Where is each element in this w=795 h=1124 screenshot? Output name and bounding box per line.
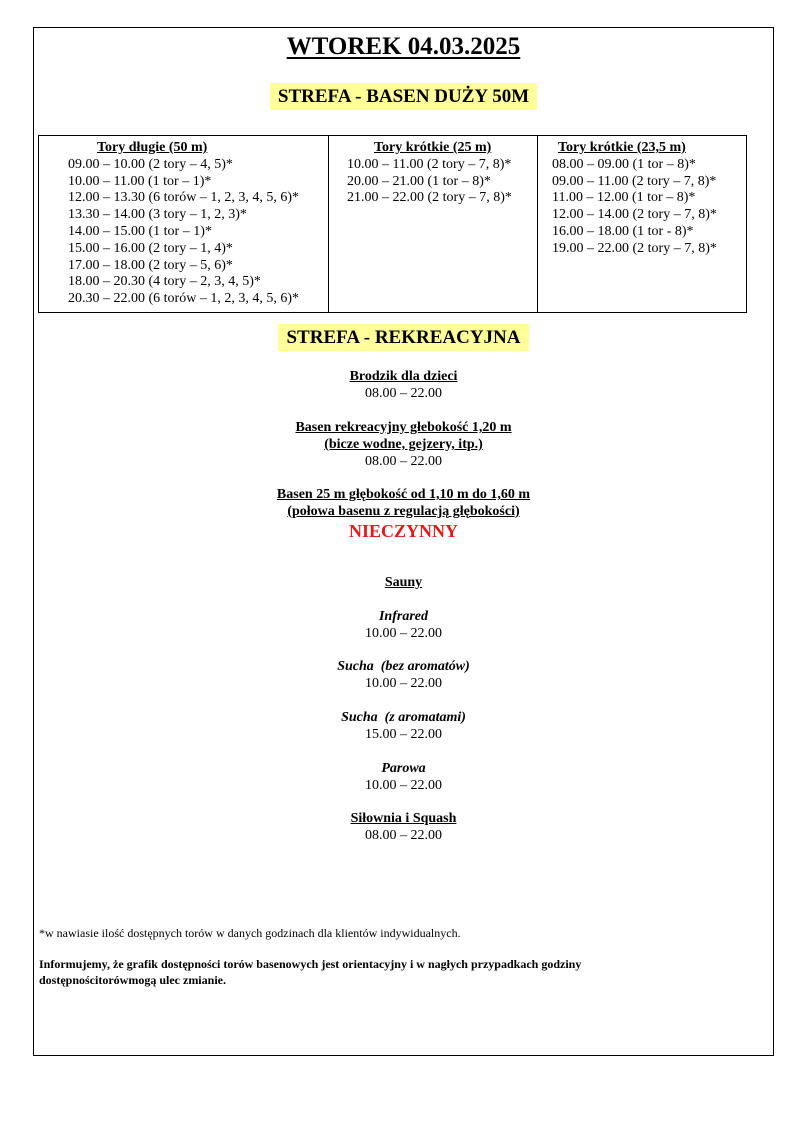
lane-row: 16.00 – 18.00 (1 tor - 8)*	[552, 223, 694, 239]
zone-recreation-title: STREFA - REKREACYJNA	[278, 324, 528, 351]
page-title: WTOREK 04.03.2025	[286, 33, 521, 60]
sauna-dry-aroma-block	[34, 710, 773, 744]
pool-25-status: NIECZYNNY	[348, 520, 458, 541]
lane-row: 17.00 – 18.00 (2 tory – 5, 6)*	[68, 257, 233, 273]
lane-row: 20.00 – 21.00 (1 tor – 8)*	[347, 173, 491, 189]
lanes-column-heading: Tory krótkie (25 m)	[374, 140, 492, 155]
rec-pool-name: Basen rekreacyjny głebokość 1,20 m	[295, 420, 512, 435]
zone-pool-title: STREFA - BASEN DUŻY 50M	[270, 83, 537, 110]
saunas-title: Sauny	[384, 575, 423, 590]
lanes-column-long	[39, 136, 328, 312]
gym-block	[34, 811, 773, 845]
sauna-dry-name: Sucha (bez aromatów)	[337, 659, 470, 674]
sauna-infrared-name: Infrared	[378, 609, 428, 624]
gym-hours: 08.00 – 22.00	[365, 827, 442, 843]
lane-row: 12.00 – 14.00 (2 tory – 7, 8)*	[552, 207, 717, 223]
sauna-dry-hours: 10.00 – 22.00	[365, 675, 442, 691]
footnote: *w nawiasie ilość dostępnych torów w danych godzinach dla klientów indywidualnych.	[39, 926, 461, 940]
lane-row: 18.00 – 20.30 (4 tory – 2, 3, 4, 5)*	[68, 274, 261, 290]
lanes-column-heading: Tory długie (50 m)	[97, 140, 208, 155]
lane-row: 08.00 – 09.00 (1 tor – 8)*	[552, 156, 696, 172]
lane-row: 09.00 – 11.00 (2 tory – 7, 8)*	[552, 173, 717, 189]
lane-row: 19.00 – 22.00 (2 tory – 7, 8)*	[552, 240, 717, 256]
sauna-steam-name: Parowa	[381, 761, 426, 776]
lane-row: 11.00 – 12.00 (1 tor – 8)*	[552, 190, 696, 206]
lane-row: 20.30 – 22.00 (6 torów – 1, 2, 3, 4, 5, 6)*	[68, 291, 299, 307]
lane-row: 12.00 – 13.30 (6 torów – 1, 2, 3, 4, 5, 6)*	[68, 190, 299, 206]
zone-recreation-heading	[34, 327, 773, 349]
kids-pool-block	[34, 369, 773, 403]
lanes-column-short-23-5	[537, 136, 746, 312]
disclaimer: Informujemy, że grafik dostępności torów basenowych jest orientacyjny i w nagłych przypadkach godziny dostępnościtorówmogą ulec zmianie.	[39, 957, 582, 987]
rec-pool-block	[34, 420, 773, 470]
lane-row: 10.00 – 11.00 (1 tor – 1)*	[68, 173, 212, 189]
lane-row: 21.00 – 22.00 (2 tory – 7, 8)*	[347, 190, 512, 206]
lane-row: 09.00 – 10.00 (2 tory – 4, 5)*	[68, 156, 233, 172]
lanes-column-short-25	[328, 136, 537, 312]
pool-25-name: Basen 25 m głębokość od 1,10 m do 1,60 m	[276, 487, 531, 502]
lanes-table	[38, 135, 747, 313]
pool-25-block	[34, 487, 773, 541]
sauna-dry-aroma-hours: 15.00 – 22.00	[365, 726, 442, 742]
lane-row: 13.30 – 14.00 (3 tory – 1, 2, 3)*	[68, 207, 247, 223]
rec-pool-hours: 08.00 – 22.00	[365, 453, 442, 469]
lanes-column-heading: Tory krótkie (23,5 m)	[558, 140, 686, 155]
pool-25-note: (połowa basenu z regulacją głębokości)	[287, 503, 520, 519]
sauna-dry-aroma-name: Sucha (z aromatami)	[341, 710, 466, 725]
rec-pool-features: (bicze wodne, gejzery, itp.)	[324, 436, 483, 452]
lane-row: 14.00 – 15.00 (1 tor – 1)*	[68, 223, 212, 239]
lane-row: 10.00 – 11.00 (2 tory – 7, 8)*	[347, 156, 512, 172]
sauna-steam-block	[34, 761, 773, 795]
kids-pool-name: Brodzik dla dzieci	[349, 369, 458, 384]
saunas-heading	[34, 575, 773, 592]
kids-pool-hours: 08.00 – 22.00	[365, 385, 442, 401]
sauna-infrared-block	[34, 609, 773, 643]
sauna-dry-block	[34, 659, 773, 693]
sauna-infrared-hours: 10.00 – 22.00	[365, 625, 442, 641]
sauna-steam-hours: 10.00 – 22.00	[365, 777, 442, 793]
lane-row: 15.00 – 16.00 (2 tory – 1, 4)*	[68, 240, 233, 256]
gym-name: Siłownia i Squash	[350, 811, 457, 826]
zone-pool-heading	[34, 86, 773, 108]
schedule-page	[33, 27, 774, 1056]
